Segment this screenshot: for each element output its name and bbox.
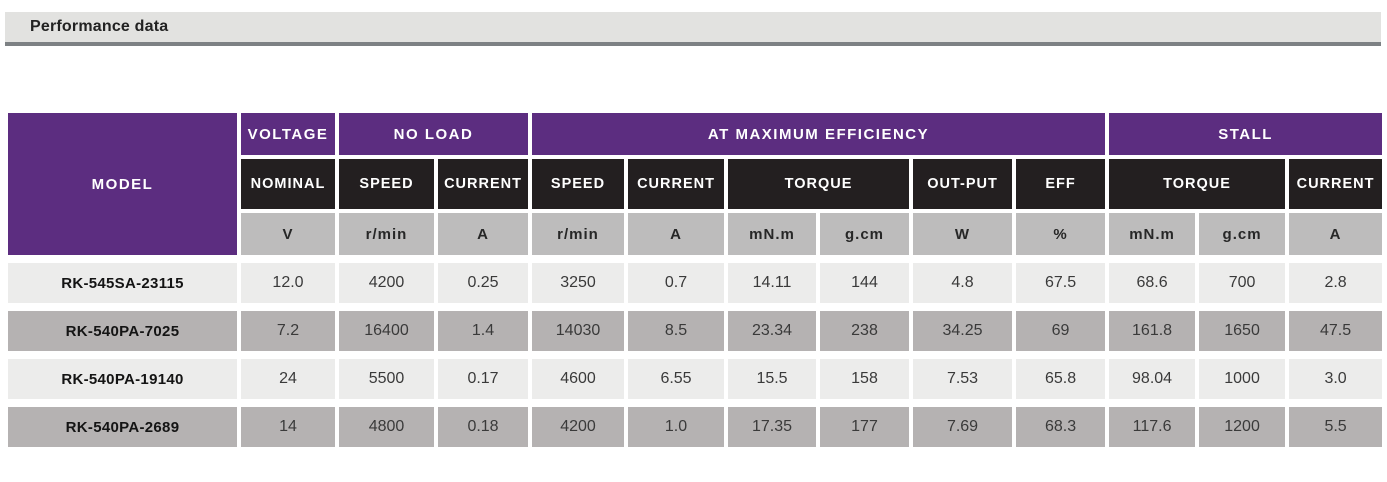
unit-cell: A [628, 213, 724, 255]
value-cell: 161.8 [1109, 307, 1195, 351]
value-cell: 17.35 [728, 403, 816, 447]
model-header-cell: MODEL [8, 113, 237, 255]
unit-cell: g.cm [820, 213, 909, 255]
value-cell: 8.5 [628, 307, 724, 351]
value-cell: 68.3 [1016, 403, 1105, 447]
column-header-speed: SPEED [339, 159, 434, 209]
table-row [8, 403, 1382, 447]
value-cell: 5500 [339, 355, 434, 399]
value-cell: 15.5 [728, 355, 816, 399]
unit-cell: r/min [339, 213, 434, 255]
value-cell: 177 [820, 403, 909, 447]
value-cell: 6.55 [628, 355, 724, 399]
value-cell: 700 [1199, 259, 1285, 303]
value-cell: 1650 [1199, 307, 1285, 351]
unit-cell: % [1016, 213, 1105, 255]
value-cell: 1.0 [628, 403, 724, 447]
value-cell: 0.18 [438, 403, 528, 447]
value-cell: 4600 [532, 355, 624, 399]
value-cell: 14 [241, 403, 335, 447]
value-cell: 144 [820, 259, 909, 303]
value-cell: 69 [1016, 307, 1105, 351]
section-title-bar [5, 12, 1381, 46]
performance-table [4, 109, 1386, 451]
unit-cell: r/min [532, 213, 624, 255]
group-header-stall: STALL [1109, 113, 1382, 155]
value-cell: 2.8 [1289, 259, 1382, 303]
value-cell: 5.5 [1289, 403, 1382, 447]
unit-cell: mN.m [728, 213, 816, 255]
value-cell: 4200 [339, 259, 434, 303]
model-cell: RK-540PA-2689 [8, 403, 237, 447]
unit-cell: A [1289, 213, 1382, 255]
column-header-eff: EFF [1016, 159, 1105, 209]
value-cell: 24 [241, 355, 335, 399]
value-cell: 23.34 [728, 307, 816, 351]
unit-cell: mN.m [1109, 213, 1195, 255]
value-cell: 0.25 [438, 259, 528, 303]
value-cell: 4200 [532, 403, 624, 447]
value-cell: 4.8 [913, 259, 1012, 303]
column-header-torque: TORQUE [1109, 159, 1285, 209]
value-cell: 68.6 [1109, 259, 1195, 303]
column-header-current: CURRENT [1289, 159, 1382, 209]
column-header-current: CURRENT [628, 159, 724, 209]
value-cell: 0.17 [438, 355, 528, 399]
value-cell: 47.5 [1289, 307, 1382, 351]
column-header-current: CURRENT [438, 159, 528, 209]
value-cell: 3250 [532, 259, 624, 303]
model-cell: RK-545SA-23115 [8, 259, 237, 303]
unit-cell: g.cm [1199, 213, 1285, 255]
section-title: Performance data [30, 18, 169, 35]
group-header-voltage: VOLTAGE [241, 113, 335, 155]
value-cell: 117.6 [1109, 403, 1195, 447]
table-row [8, 355, 1382, 399]
value-cell: 65.8 [1016, 355, 1105, 399]
group-header-at-maximum-efficiency: AT MAXIMUM EFFICIENCY [532, 113, 1105, 155]
group-header-row [8, 113, 1382, 155]
model-cell: RK-540PA-19140 [8, 355, 237, 399]
column-header-speed: SPEED [532, 159, 624, 209]
table-row [8, 307, 1382, 351]
value-cell: 14030 [532, 307, 624, 351]
group-header-no-load: NO LOAD [339, 113, 528, 155]
value-cell: 98.04 [1109, 355, 1195, 399]
unit-cell: V [241, 213, 335, 255]
column-header-out-put: OUT-PUT [913, 159, 1012, 209]
value-cell: 3.0 [1289, 355, 1382, 399]
value-cell: 1.4 [438, 307, 528, 351]
value-cell: 0.7 [628, 259, 724, 303]
model-cell: RK-540PA-7025 [8, 307, 237, 351]
value-cell: 158 [820, 355, 909, 399]
column-header-nominal: NOMINAL [241, 159, 335, 209]
value-cell: 14.11 [728, 259, 816, 303]
value-cell: 1200 [1199, 403, 1285, 447]
value-cell: 1000 [1199, 355, 1285, 399]
value-cell: 12.0 [241, 259, 335, 303]
value-cell: 7.2 [241, 307, 335, 351]
value-cell: 7.69 [913, 403, 1012, 447]
value-cell: 67.5 [1016, 259, 1105, 303]
column-header-torque: TORQUE [728, 159, 909, 209]
unit-cell: W [913, 213, 1012, 255]
unit-cell: A [438, 213, 528, 255]
value-cell: 238 [820, 307, 909, 351]
value-cell: 7.53 [913, 355, 1012, 399]
value-cell: 16400 [339, 307, 434, 351]
table-row [8, 259, 1382, 303]
value-cell: 34.25 [913, 307, 1012, 351]
value-cell: 4800 [339, 403, 434, 447]
